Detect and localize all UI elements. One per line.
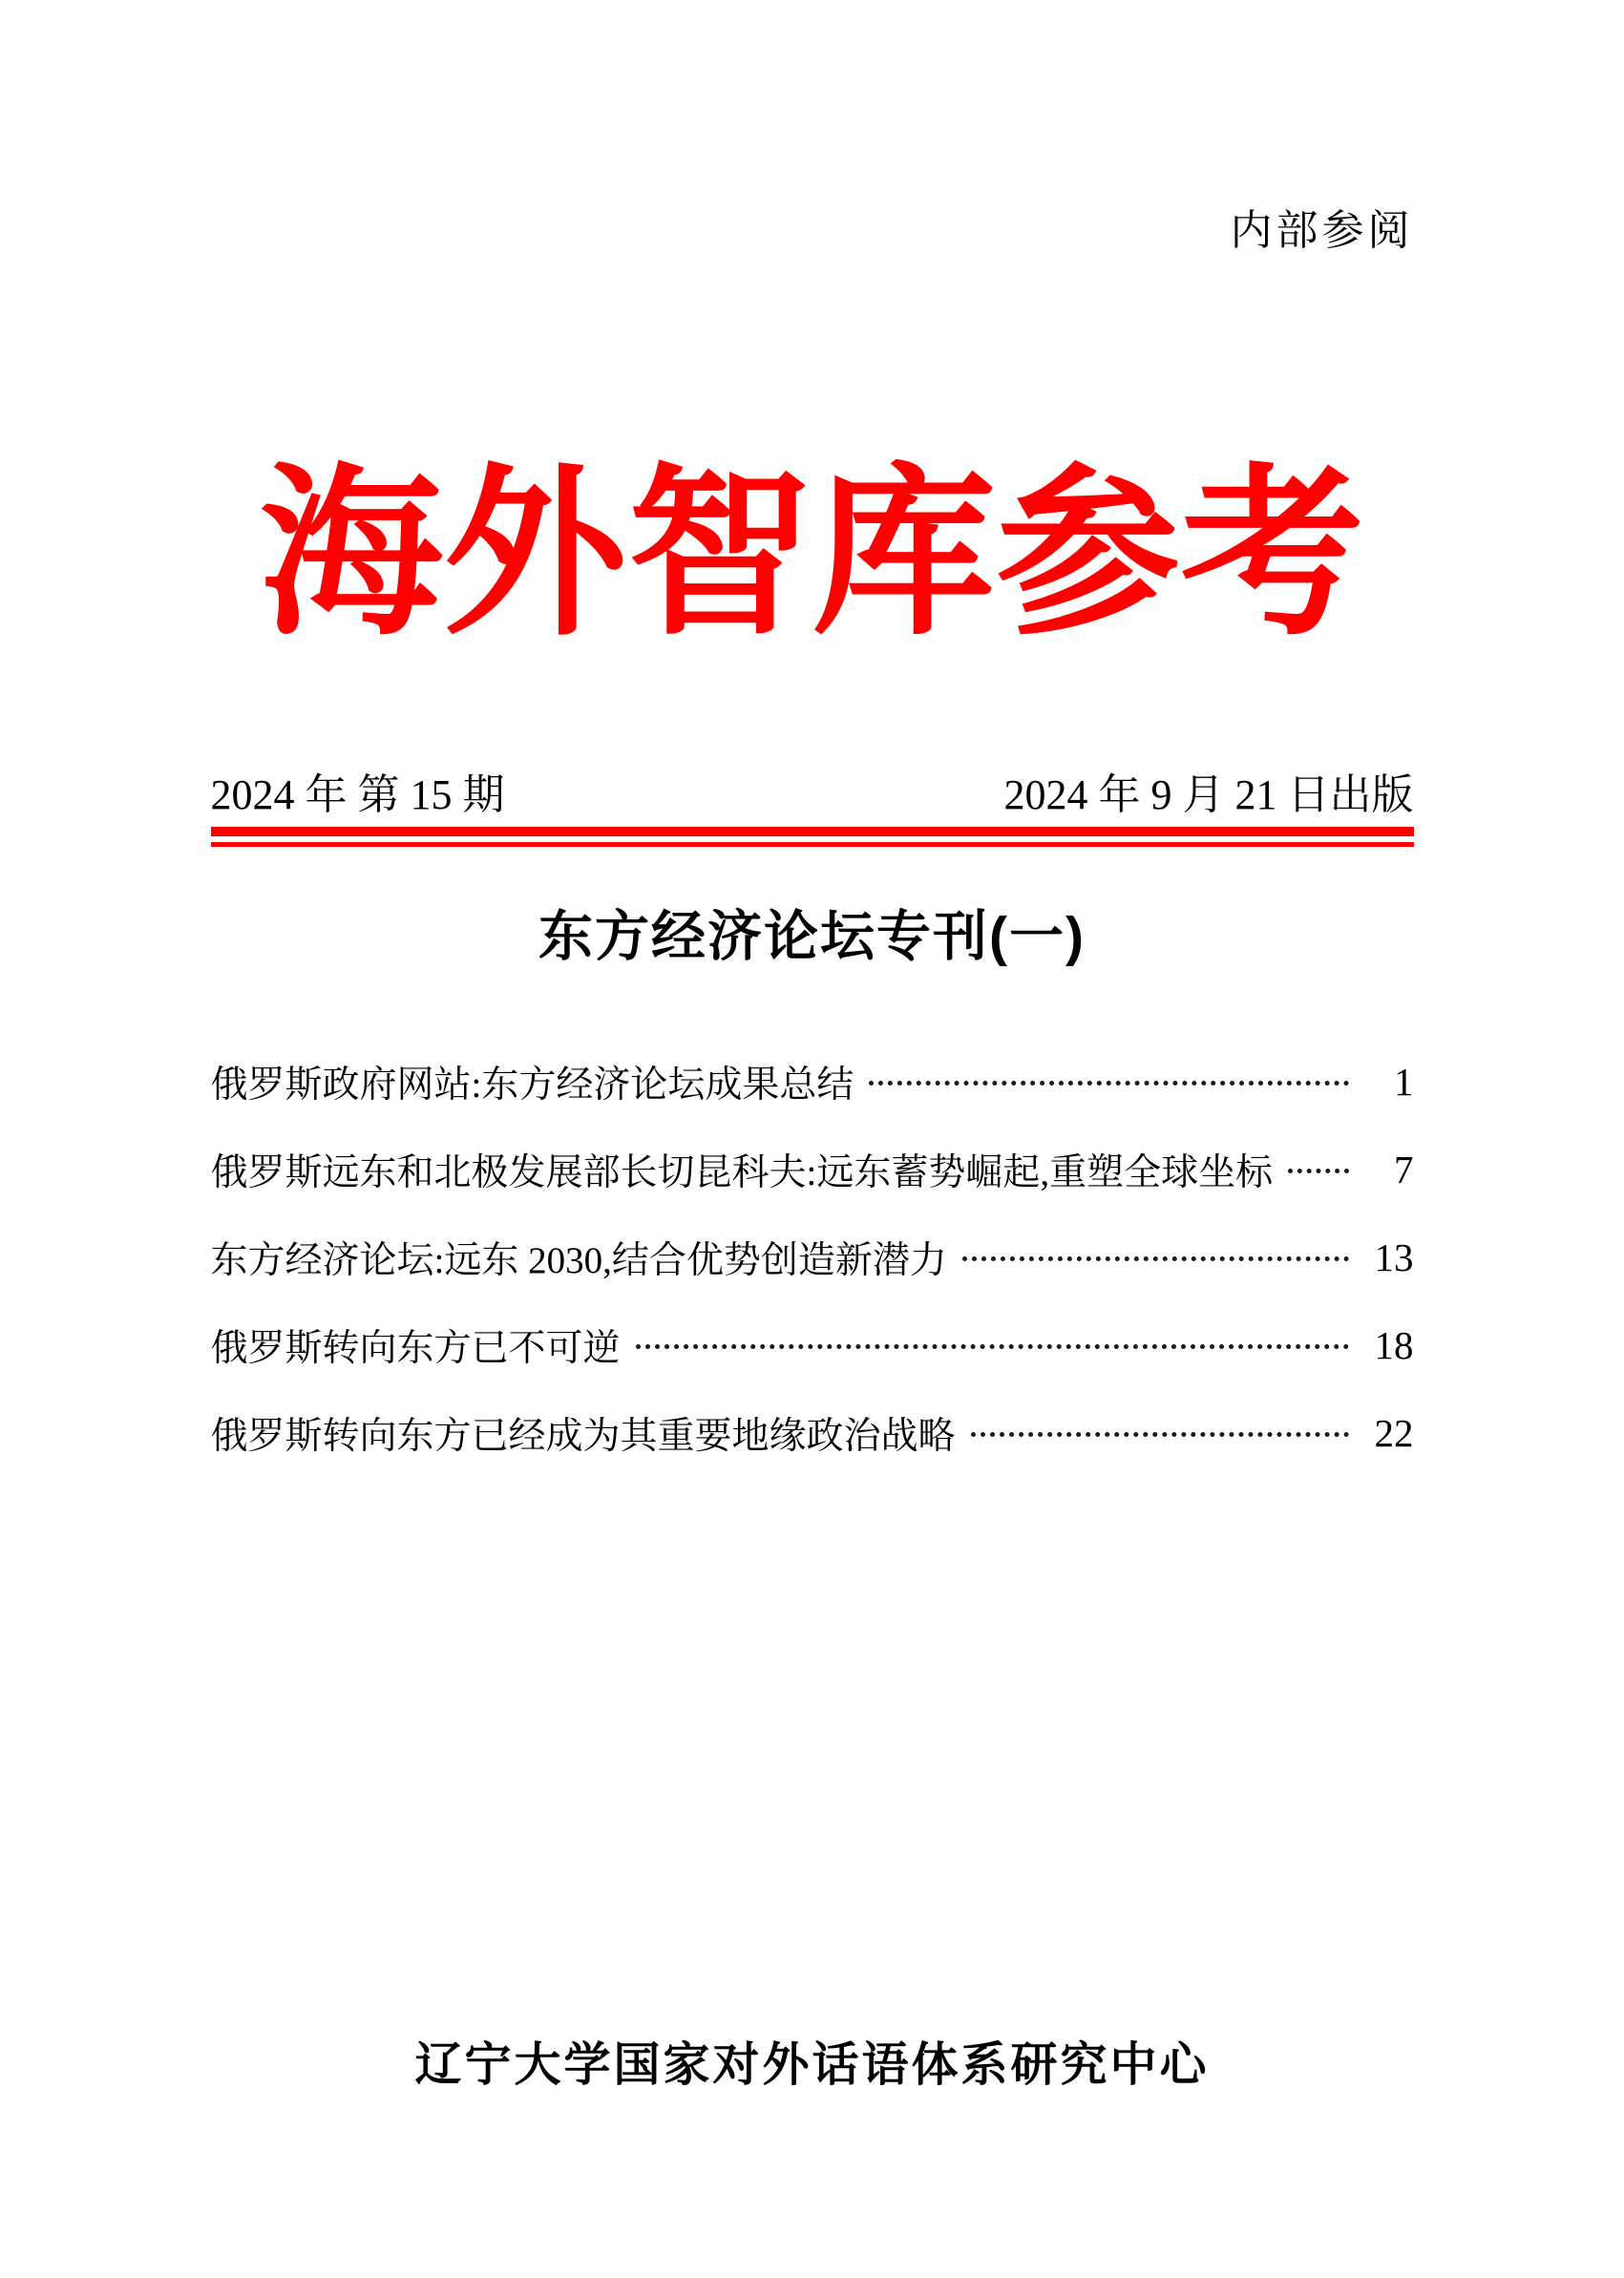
toc-entry-title: 俄罗斯转向东方已不可逆 (210, 1327, 621, 1369)
dot-leader (636, 1344, 1349, 1349)
special-issue-title: 东方经济论坛专刊(一) (538, 905, 1086, 967)
toc-page-number: 22 (1374, 1410, 1414, 1455)
toc-entry (211, 1301, 1414, 1389)
masthead-title: 海外智库参考 (259, 446, 1365, 661)
publisher-name: 辽宁大学国家对外话语体系研究中心 (414, 2038, 1210, 2091)
issue-number: 2024 年 第 15 期 (210, 771, 505, 819)
toc-page-number: 7 (1394, 1147, 1414, 1192)
dot-leader (869, 1081, 1348, 1086)
toc-entry-title: 东方经济论坛:远东 2030,结合优势创造新潜力 (210, 1239, 947, 1281)
table-of-contents (211, 1038, 1414, 1477)
issue-info-row (211, 770, 1414, 821)
toc-page-number: 18 (1374, 1322, 1414, 1367)
publish-date: 2024 年 9 月 21 日出版 (1003, 771, 1414, 819)
internal-reference-notice: 内部参阅 (1230, 207, 1414, 254)
dot-leader (962, 1256, 1349, 1261)
toc-entry (211, 1038, 1414, 1126)
page-content (211, 0, 1414, 2092)
toc-entry-title: 俄罗斯政府网站:东方经济论坛成果总结 (210, 1064, 854, 1106)
toc-entry (211, 1389, 1414, 1477)
toc-entry (211, 1213, 1414, 1301)
toc-page-number: 13 (1374, 1234, 1414, 1279)
toc-entry-title: 俄罗斯远东和北极发展部长切昆科夫:远东蓄势崛起,重塑全球坐标 (210, 1151, 1274, 1193)
dot-leader (971, 1432, 1349, 1437)
dot-leader (1288, 1169, 1348, 1173)
double-red-rule (211, 827, 1414, 847)
toc-entry-title: 俄罗斯转向东方已经成为其重要地缘政治战略 (210, 1415, 956, 1457)
toc-entry (211, 1126, 1414, 1213)
toc-page-number: 1 (1394, 1059, 1414, 1104)
